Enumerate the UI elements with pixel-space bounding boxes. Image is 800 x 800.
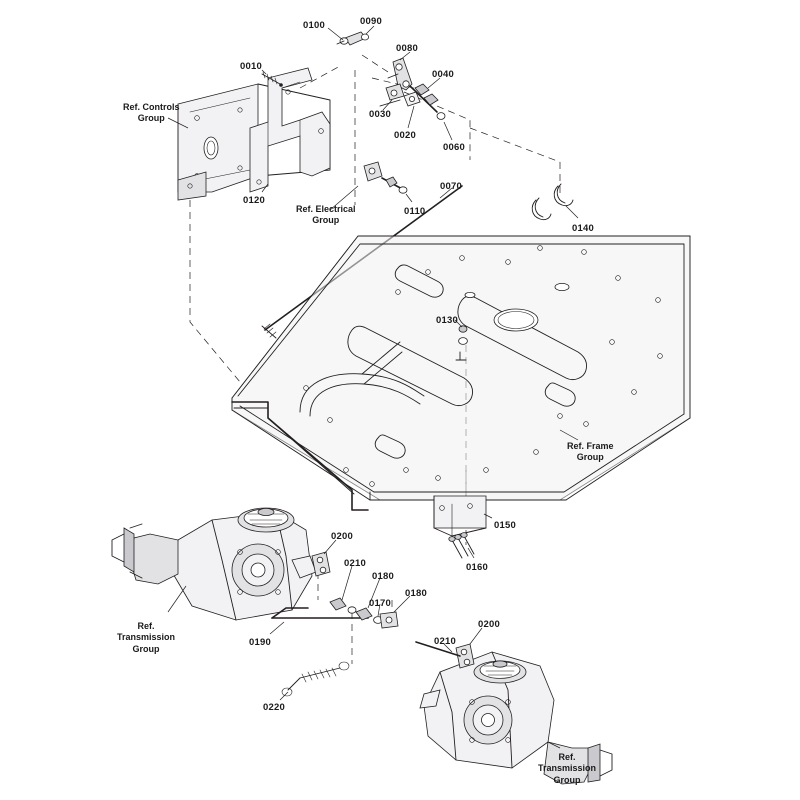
callout-0210-right: 0210 bbox=[434, 636, 456, 647]
ref-group-electrical bbox=[296, 204, 356, 227]
ref-trans-left-line3: Group bbox=[132, 643, 160, 654]
ref-trans-right-line3: Group bbox=[553, 774, 581, 785]
callout-0040: 0040 bbox=[432, 69, 454, 80]
callout-0150: 0150 bbox=[494, 520, 516, 531]
ref-group-controls bbox=[123, 102, 180, 125]
callout-0110: 0110 bbox=[404, 206, 426, 217]
callout-0070: 0070 bbox=[440, 181, 462, 192]
callout-0220: 0220 bbox=[263, 702, 285, 713]
callout-0030: 0030 bbox=[369, 109, 391, 120]
callout-0130: 0130 bbox=[436, 315, 458, 326]
transmission-left bbox=[112, 508, 316, 620]
part-0160-bolts bbox=[449, 533, 474, 558]
callout-0180-upper: 0180 bbox=[372, 571, 394, 582]
ref-controls-line2: Group bbox=[137, 113, 165, 124]
part-0220-spring bbox=[282, 662, 349, 696]
callout-0200-right: 0200 bbox=[478, 619, 500, 630]
callout-0100: 0100 bbox=[303, 20, 325, 31]
part-0030-0020-pivot bbox=[380, 84, 420, 106]
callout-0190: 0190 bbox=[249, 637, 271, 648]
part-0150-bracket bbox=[434, 496, 486, 536]
callout-0020: 0020 bbox=[394, 130, 416, 141]
callout-0210-left: 0210 bbox=[344, 558, 366, 569]
ref-controls-line1: Ref. Controls bbox=[123, 102, 180, 112]
callout-0010: 0010 bbox=[240, 61, 262, 72]
ref-trans-right-line1: Ref. bbox=[558, 752, 576, 762]
callout-0170: 0170 bbox=[369, 598, 391, 609]
ref-group-transmission-right bbox=[538, 752, 596, 786]
ref-frame-line1: Ref. Frame bbox=[567, 441, 614, 451]
ref-trans-right-line2: Transmission bbox=[538, 763, 597, 774]
callout-0160: 0160 bbox=[466, 562, 488, 573]
callout-0180-lower: 0180 bbox=[405, 588, 427, 599]
callout-0090: 0090 bbox=[360, 16, 382, 27]
ref-group-frame bbox=[567, 441, 614, 464]
part-0140-clips bbox=[532, 184, 573, 220]
callout-0080: 0080 bbox=[396, 43, 418, 54]
callout-0120: 0120 bbox=[243, 195, 265, 206]
frame-deck bbox=[232, 236, 690, 510]
ref-electrical-line2: Group bbox=[312, 215, 340, 226]
ref-electrical-line1: Ref. Electrical bbox=[296, 204, 356, 214]
ref-group-transmission-left bbox=[117, 621, 175, 655]
ref-trans-left-line1: Ref. bbox=[137, 621, 155, 631]
ref-frame-line2: Group bbox=[576, 452, 604, 463]
callout-0140: 0140 bbox=[572, 223, 594, 234]
callout-0060: 0060 bbox=[443, 142, 465, 153]
part-0100-0090-link bbox=[337, 32, 369, 45]
callout-0200-left: 0200 bbox=[331, 531, 353, 542]
ref-trans-left-line2: Transmission bbox=[117, 632, 176, 643]
